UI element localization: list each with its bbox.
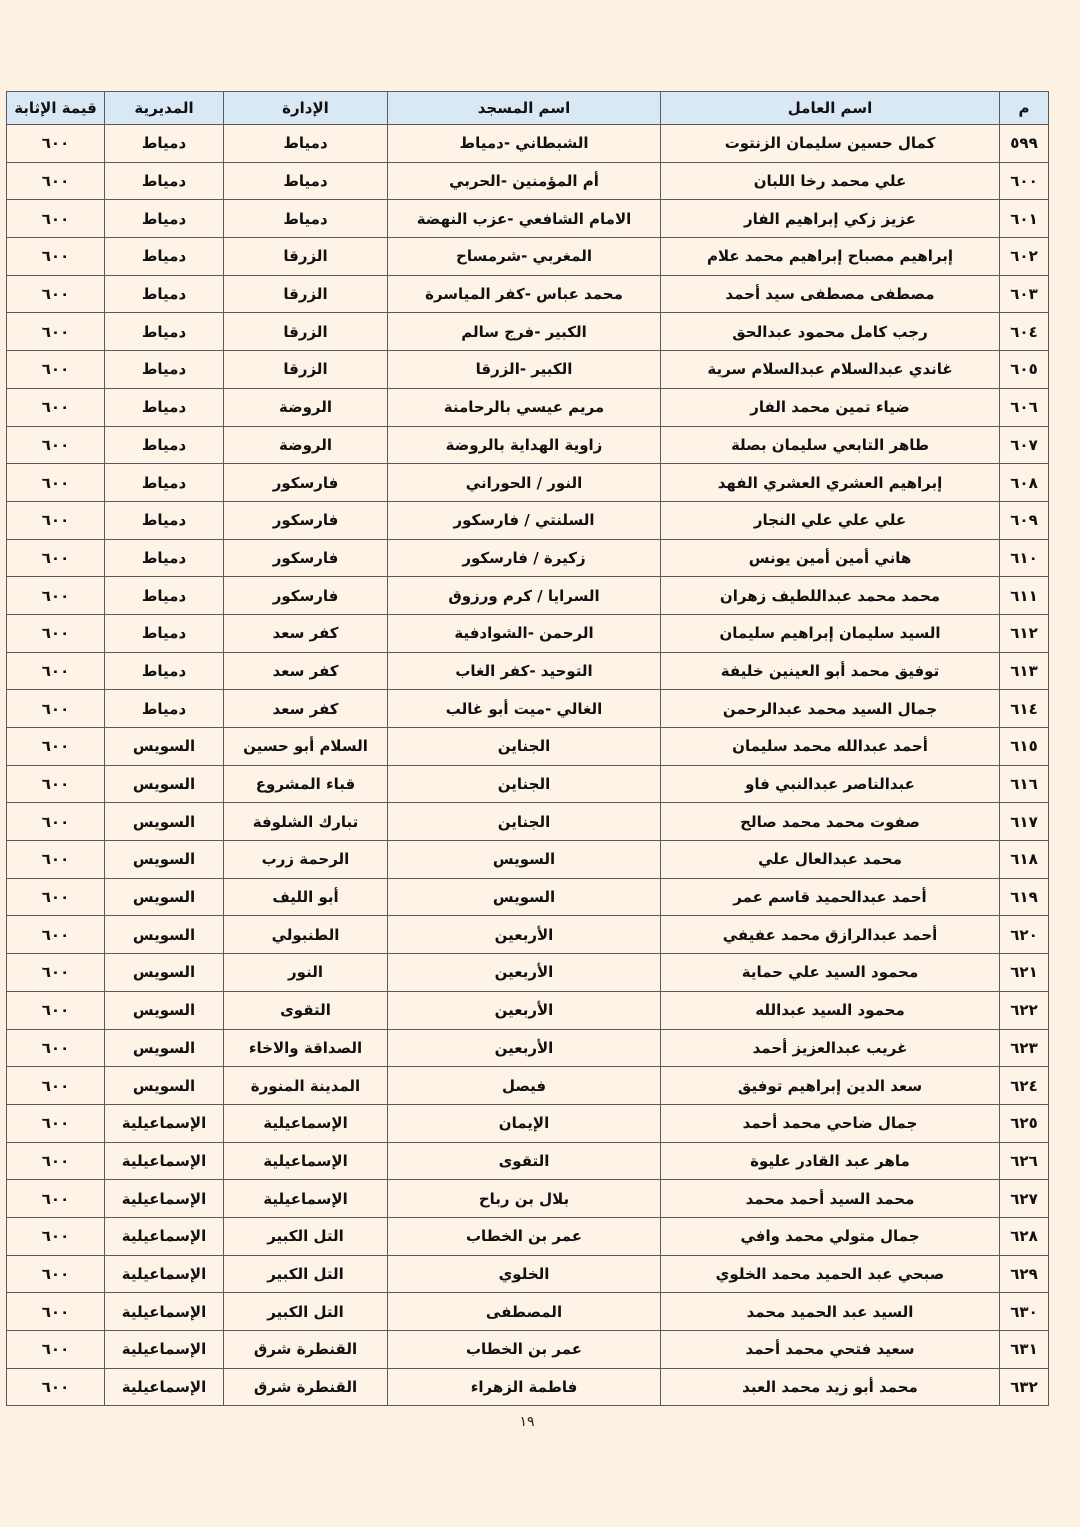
cell-worker-name: كمال حسين سليمان الزنتوت xyxy=(661,125,1000,163)
cell-mosque-name: المصطفى xyxy=(388,1293,661,1331)
table-row xyxy=(7,539,1049,577)
cell-mosque-name: الإيمان xyxy=(388,1104,661,1142)
cell-reward-value: ٦٠٠ xyxy=(7,1142,105,1180)
cell-worker-name: عزيز زكي إبراهيم الفار xyxy=(661,200,1000,238)
table-row xyxy=(7,351,1049,389)
cell-reward-value: ٦٠٠ xyxy=(7,162,105,200)
cell-num: ٦١٧ xyxy=(1000,803,1049,841)
cell-directorate: الإسماعيلية xyxy=(105,1217,224,1255)
cell-worker-name: محمد السيد أحمد محمد xyxy=(661,1180,1000,1218)
cell-worker-name: ضياء تمين محمد الفار xyxy=(661,388,1000,426)
cell-administration: دمياط xyxy=(224,162,388,200)
table-row xyxy=(7,765,1049,803)
cell-worker-name: طاهر التابعي سليمان بصلة xyxy=(661,426,1000,464)
cell-worker-name: عبدالناصر عبدالنبي فاو xyxy=(661,765,1000,803)
cell-worker-name: جمال متولي محمد وافي xyxy=(661,1217,1000,1255)
cell-directorate: دمياط xyxy=(105,652,224,690)
table-header-row xyxy=(7,92,1049,125)
table-row xyxy=(7,1255,1049,1293)
cell-worker-name: هاني أمين أمين يونس xyxy=(661,539,1000,577)
cell-reward-value: ٦٠٠ xyxy=(7,1368,105,1406)
table-row xyxy=(7,1142,1049,1180)
cell-administration: دمياط xyxy=(224,200,388,238)
cell-num: ٦٢٠ xyxy=(1000,916,1049,954)
cell-mosque-name: الكبير -الزرقا xyxy=(388,351,661,389)
cell-worker-name: سعيد فتحي محمد أحمد xyxy=(661,1331,1000,1369)
cell-administration: الرحمة زرب xyxy=(224,841,388,879)
cell-num: ٦٢٢ xyxy=(1000,991,1049,1029)
cell-directorate: دمياط xyxy=(105,426,224,464)
cell-worker-name: توفيق محمد أبو العينين خليفة xyxy=(661,652,1000,690)
cell-worker-name: جمال ضاحي محمد أحمد xyxy=(661,1104,1000,1142)
cell-num: ٦٠٧ xyxy=(1000,426,1049,464)
cell-mosque-name: فيصل xyxy=(388,1067,661,1105)
rewards-table xyxy=(6,91,1049,1406)
table-row xyxy=(7,577,1049,615)
table-row xyxy=(7,162,1049,200)
cell-directorate: دمياط xyxy=(105,351,224,389)
cell-administration: كفر سعد xyxy=(224,652,388,690)
cell-num: ٦١٣ xyxy=(1000,652,1049,690)
cell-reward-value: ٦٠٠ xyxy=(7,464,105,502)
cell-directorate: دمياط xyxy=(105,539,224,577)
cell-administration: التقوى xyxy=(224,991,388,1029)
cell-directorate: السويس xyxy=(105,1067,224,1105)
cell-directorate: دمياط xyxy=(105,313,224,351)
cell-reward-value: ٦٠٠ xyxy=(7,275,105,313)
cell-directorate: السويس xyxy=(105,765,224,803)
cell-worker-name: غريب عبدالعزيز أحمد xyxy=(661,1029,1000,1067)
cell-reward-value: ٦٠٠ xyxy=(7,539,105,577)
cell-mosque-name: السرايا / كرم ورزوق xyxy=(388,577,661,615)
table-row xyxy=(7,501,1049,539)
cell-worker-name: محمود السيد علي حماية xyxy=(661,954,1000,992)
cell-mosque-name: التوحيد -كفر الغاب xyxy=(388,652,661,690)
cell-reward-value: ٦٠٠ xyxy=(7,878,105,916)
table-row xyxy=(7,652,1049,690)
cell-directorate: دمياط xyxy=(105,501,224,539)
table-row xyxy=(7,690,1049,728)
cell-administration: فارسكور xyxy=(224,577,388,615)
cell-num: ٦٢٨ xyxy=(1000,1217,1049,1255)
cell-directorate: الإسماعيلية xyxy=(105,1104,224,1142)
cell-reward-value: ٦٠٠ xyxy=(7,1217,105,1255)
cell-administration: السلام أبو حسين xyxy=(224,728,388,766)
cell-mosque-name: التقوى xyxy=(388,1142,661,1180)
cell-administration: فارسكور xyxy=(224,464,388,502)
cell-administration: الزرقا xyxy=(224,351,388,389)
cell-directorate: الإسماعيلية xyxy=(105,1180,224,1218)
cell-reward-value: ٦٠٠ xyxy=(7,577,105,615)
cell-mosque-name: الأربعين xyxy=(388,916,661,954)
cell-administration: الإسماعيلية xyxy=(224,1104,388,1142)
table-body xyxy=(7,125,1049,1406)
header-directorate: المديرية xyxy=(105,92,224,125)
cell-mosque-name: الغالي -ميت أبو غالب xyxy=(388,690,661,728)
cell-worker-name: صبحي عبد الحميد محمد الخلوي xyxy=(661,1255,1000,1293)
cell-num: ٦٠٩ xyxy=(1000,501,1049,539)
cell-num: ٦٢٦ xyxy=(1000,1142,1049,1180)
cell-mosque-name: عمر بن الخطاب xyxy=(388,1217,661,1255)
cell-mosque-name: عمر بن الخطاب xyxy=(388,1331,661,1369)
cell-administration: القنطرة شرق xyxy=(224,1368,388,1406)
cell-worker-name: ماهر عبد القادر عليوة xyxy=(661,1142,1000,1180)
cell-reward-value: ٦٠٠ xyxy=(7,426,105,464)
cell-administration: الروضة xyxy=(224,388,388,426)
cell-administration: التل الكبير xyxy=(224,1255,388,1293)
cell-worker-name: غاندي عبدالسلام عبدالسلام سرية xyxy=(661,351,1000,389)
table-row xyxy=(7,954,1049,992)
cell-worker-name: إبراهيم العشري العشري الفهد xyxy=(661,464,1000,502)
header-value: قيمة الإثابة xyxy=(7,92,105,125)
cell-administration: فارسكور xyxy=(224,539,388,577)
cell-reward-value: ٦٠٠ xyxy=(7,728,105,766)
cell-num: ٦٢٤ xyxy=(1000,1067,1049,1105)
cell-administration: الزرقا xyxy=(224,313,388,351)
cell-reward-value: ٦٠٠ xyxy=(7,1331,105,1369)
cell-administration: الإسماعيلية xyxy=(224,1180,388,1218)
cell-num: ٦٣٠ xyxy=(1000,1293,1049,1331)
cell-directorate: السويس xyxy=(105,841,224,879)
table-row xyxy=(7,841,1049,879)
cell-reward-value: ٦٠٠ xyxy=(7,125,105,163)
table-row xyxy=(7,614,1049,652)
cell-num: ٦٠٤ xyxy=(1000,313,1049,351)
table-row xyxy=(7,991,1049,1029)
cell-mosque-name: الكبير -فرج سالم xyxy=(388,313,661,351)
cell-directorate: الإسماعيلية xyxy=(105,1368,224,1406)
header-worker: اسم العامل xyxy=(661,92,1000,125)
cell-num: ٦٢٧ xyxy=(1000,1180,1049,1218)
cell-mosque-name: الخلوي xyxy=(388,1255,661,1293)
cell-reward-value: ٦٠٠ xyxy=(7,388,105,426)
cell-num: ٦٣١ xyxy=(1000,1331,1049,1369)
cell-directorate: دمياط xyxy=(105,200,224,238)
cell-administration: القنطرة شرق xyxy=(224,1331,388,1369)
cell-num: ٦٠١ xyxy=(1000,200,1049,238)
cell-mosque-name: محمد عباس -كفر المياسرة xyxy=(388,275,661,313)
cell-num: ٦٠٥ xyxy=(1000,351,1049,389)
cell-mosque-name: النور / الحوراني xyxy=(388,464,661,502)
cell-mosque-name: السويس xyxy=(388,841,661,879)
cell-directorate: دمياط xyxy=(105,162,224,200)
cell-worker-name: صفوت محمد محمد صالح xyxy=(661,803,1000,841)
cell-directorate: السويس xyxy=(105,1029,224,1067)
cell-reward-value: ٦٠٠ xyxy=(7,313,105,351)
cell-reward-value: ٦٠٠ xyxy=(7,614,105,652)
table-row xyxy=(7,1180,1049,1218)
cell-num: ٦٠٣ xyxy=(1000,275,1049,313)
cell-num: ٦٠٦ xyxy=(1000,388,1049,426)
cell-num: ٦٠٨ xyxy=(1000,464,1049,502)
cell-num: ٦٠٢ xyxy=(1000,238,1049,276)
cell-directorate: السويس xyxy=(105,954,224,992)
cell-mosque-name: الجناين xyxy=(388,765,661,803)
cell-directorate: دمياط xyxy=(105,238,224,276)
cell-num: ٥٩٩ xyxy=(1000,125,1049,163)
table-row xyxy=(7,238,1049,276)
cell-mosque-name: مريم عيسي بالرحامنة xyxy=(388,388,661,426)
cell-num: ٦٢١ xyxy=(1000,954,1049,992)
table-row xyxy=(7,1104,1049,1142)
cell-directorate: الإسماعيلية xyxy=(105,1293,224,1331)
cell-reward-value: ٦٠٠ xyxy=(7,1255,105,1293)
cell-num: ٦١٤ xyxy=(1000,690,1049,728)
cell-worker-name: علي محمد رخا اللبان xyxy=(661,162,1000,200)
table-row xyxy=(7,728,1049,766)
cell-administration: النور xyxy=(224,954,388,992)
cell-administration: فارسكور xyxy=(224,501,388,539)
cell-administration: تبارك الشلوفة xyxy=(224,803,388,841)
cell-reward-value: ٦٠٠ xyxy=(7,690,105,728)
cell-num: ٦١٥ xyxy=(1000,728,1049,766)
cell-administration: قباء المشروع xyxy=(224,765,388,803)
cell-num: ٦٠٠ xyxy=(1000,162,1049,200)
cell-administration: الإسماعيلية xyxy=(224,1142,388,1180)
table-row xyxy=(7,916,1049,954)
cell-reward-value: ٦٠٠ xyxy=(7,200,105,238)
cell-reward-value: ٦٠٠ xyxy=(7,916,105,954)
cell-directorate: دمياط xyxy=(105,125,224,163)
cell-reward-value: ٦٠٠ xyxy=(7,1180,105,1218)
cell-directorate: السويس xyxy=(105,878,224,916)
header-admin: الإدارة xyxy=(224,92,388,125)
cell-worker-name: علي علي علي النجار xyxy=(661,501,1000,539)
header-mosque: اسم المسجد xyxy=(388,92,661,125)
cell-reward-value: ٦٠٠ xyxy=(7,238,105,276)
cell-worker-name: محمود السيد عبدالله xyxy=(661,991,1000,1029)
table-row xyxy=(7,1293,1049,1331)
cell-directorate: الإسماعيلية xyxy=(105,1255,224,1293)
cell-directorate: الإسماعيلية xyxy=(105,1142,224,1180)
cell-mosque-name: السويس xyxy=(388,878,661,916)
table-row xyxy=(7,388,1049,426)
cell-administration: التل الكبير xyxy=(224,1293,388,1331)
cell-mosque-name: الجناين xyxy=(388,728,661,766)
cell-worker-name: محمد عبدالعال علي xyxy=(661,841,1000,879)
cell-directorate: السويس xyxy=(105,916,224,954)
table-row xyxy=(7,878,1049,916)
cell-worker-name: سعد الدين إبراهيم توفيق xyxy=(661,1067,1000,1105)
cell-num: ٦٢٣ xyxy=(1000,1029,1049,1067)
cell-reward-value: ٦٠٠ xyxy=(7,1104,105,1142)
cell-administration: الزرقا xyxy=(224,275,388,313)
cell-mosque-name: الامام الشافعي -عزب النهضة xyxy=(388,200,661,238)
table-row xyxy=(7,125,1049,163)
cell-reward-value: ٦٠٠ xyxy=(7,1293,105,1331)
cell-directorate: دمياط xyxy=(105,275,224,313)
cell-reward-value: ٦٠٠ xyxy=(7,351,105,389)
cell-directorate: دمياط xyxy=(105,388,224,426)
cell-mosque-name: أم المؤمنين -الحربي xyxy=(388,162,661,200)
table-row xyxy=(7,1029,1049,1067)
cell-worker-name: محمد أبو زيد محمد العبد xyxy=(661,1368,1000,1406)
cell-directorate: الإسماعيلية xyxy=(105,1331,224,1369)
cell-num: ٦١٨ xyxy=(1000,841,1049,879)
cell-num: ٦١٦ xyxy=(1000,765,1049,803)
cell-directorate: دمياط xyxy=(105,464,224,502)
cell-reward-value: ٦٠٠ xyxy=(7,841,105,879)
cell-worker-name: أحمد عبدالحميد قاسم عمر xyxy=(661,878,1000,916)
cell-reward-value: ٦٠٠ xyxy=(7,501,105,539)
cell-worker-name: رجب كامل محمود عبدالحق xyxy=(661,313,1000,351)
cell-administration: الصداقة والاخاء xyxy=(224,1029,388,1067)
cell-worker-name: السيد عبد الحميد محمد xyxy=(661,1293,1000,1331)
cell-directorate: السويس xyxy=(105,728,224,766)
cell-num: ٦١٠ xyxy=(1000,539,1049,577)
cell-mosque-name: فاطمة الزهراء xyxy=(388,1368,661,1406)
cell-worker-name: السيد سليمان إبراهيم سليمان xyxy=(661,614,1000,652)
cell-mosque-name: الشبطاني -دمياط xyxy=(388,125,661,163)
cell-mosque-name: الأربعين xyxy=(388,991,661,1029)
cell-directorate: دمياط xyxy=(105,614,224,652)
table-row xyxy=(7,200,1049,238)
cell-directorate: السويس xyxy=(105,803,224,841)
cell-worker-name: أحمد عبدالله محمد سليمان xyxy=(661,728,1000,766)
cell-num: ٦٣٢ xyxy=(1000,1368,1049,1406)
cell-mosque-name: المغربي -شرمساح xyxy=(388,238,661,276)
header-num: م xyxy=(1000,92,1049,125)
cell-worker-name: مصطفى مصطفى سيد أحمد xyxy=(661,275,1000,313)
cell-administration: الروضة xyxy=(224,426,388,464)
cell-worker-name: أحمد عبدالرازق محمد عفيفي xyxy=(661,916,1000,954)
cell-administration: كفر سعد xyxy=(224,614,388,652)
cell-num: ٦١٩ xyxy=(1000,878,1049,916)
cell-mosque-name: زكيرة / فارسكور xyxy=(388,539,661,577)
cell-mosque-name: الأربعين xyxy=(388,1029,661,1067)
cell-administration: المدينة المنورة xyxy=(224,1067,388,1105)
cell-reward-value: ٦٠٠ xyxy=(7,1029,105,1067)
cell-num: ٦٢٩ xyxy=(1000,1255,1049,1293)
table-row xyxy=(7,464,1049,502)
cell-administration: التل الكبير xyxy=(224,1217,388,1255)
cell-administration: أبو الليف xyxy=(224,878,388,916)
cell-administration: دمياط xyxy=(224,125,388,163)
cell-mosque-name: زاوية الهداية بالروضة xyxy=(388,426,661,464)
table-row xyxy=(7,426,1049,464)
cell-directorate: السويس xyxy=(105,991,224,1029)
page-number: ١٩ xyxy=(519,1414,535,1430)
cell-num: ٦٢٥ xyxy=(1000,1104,1049,1142)
cell-worker-name: جمال السيد محمد عبدالرحمن xyxy=(661,690,1000,728)
cell-mosque-name: الجناين xyxy=(388,803,661,841)
cell-directorate: دمياط xyxy=(105,690,224,728)
cell-reward-value: ٦٠٠ xyxy=(7,991,105,1029)
cell-mosque-name: بلال بن رباح xyxy=(388,1180,661,1218)
table-row xyxy=(7,1331,1049,1369)
cell-mosque-name: الأربعين xyxy=(388,954,661,992)
cell-worker-name: إبراهيم مصباح إبراهيم محمد علام xyxy=(661,238,1000,276)
cell-mosque-name: الرحمن -الشوادفية xyxy=(388,614,661,652)
cell-mosque-name: السلنتي / فارسكور xyxy=(388,501,661,539)
cell-administration: كفر سعد xyxy=(224,690,388,728)
cell-directorate: دمياط xyxy=(105,577,224,615)
table-row xyxy=(7,1368,1049,1406)
cell-administration: الزرقا xyxy=(224,238,388,276)
table-row xyxy=(7,275,1049,313)
table-row xyxy=(7,1217,1049,1255)
table-row xyxy=(7,313,1049,351)
table-row xyxy=(7,803,1049,841)
cell-worker-name: محمد محمد عبداللطيف زهران xyxy=(661,577,1000,615)
cell-num: ٦١٢ xyxy=(1000,614,1049,652)
table-row xyxy=(7,1067,1049,1105)
cell-num: ٦١١ xyxy=(1000,577,1049,615)
cell-administration: الطنبولي xyxy=(224,916,388,954)
cell-reward-value: ٦٠٠ xyxy=(7,1067,105,1105)
cell-reward-value: ٦٠٠ xyxy=(7,803,105,841)
cell-reward-value: ٦٠٠ xyxy=(7,765,105,803)
cell-reward-value: ٦٠٠ xyxy=(7,954,105,992)
cell-reward-value: ٦٠٠ xyxy=(7,652,105,690)
